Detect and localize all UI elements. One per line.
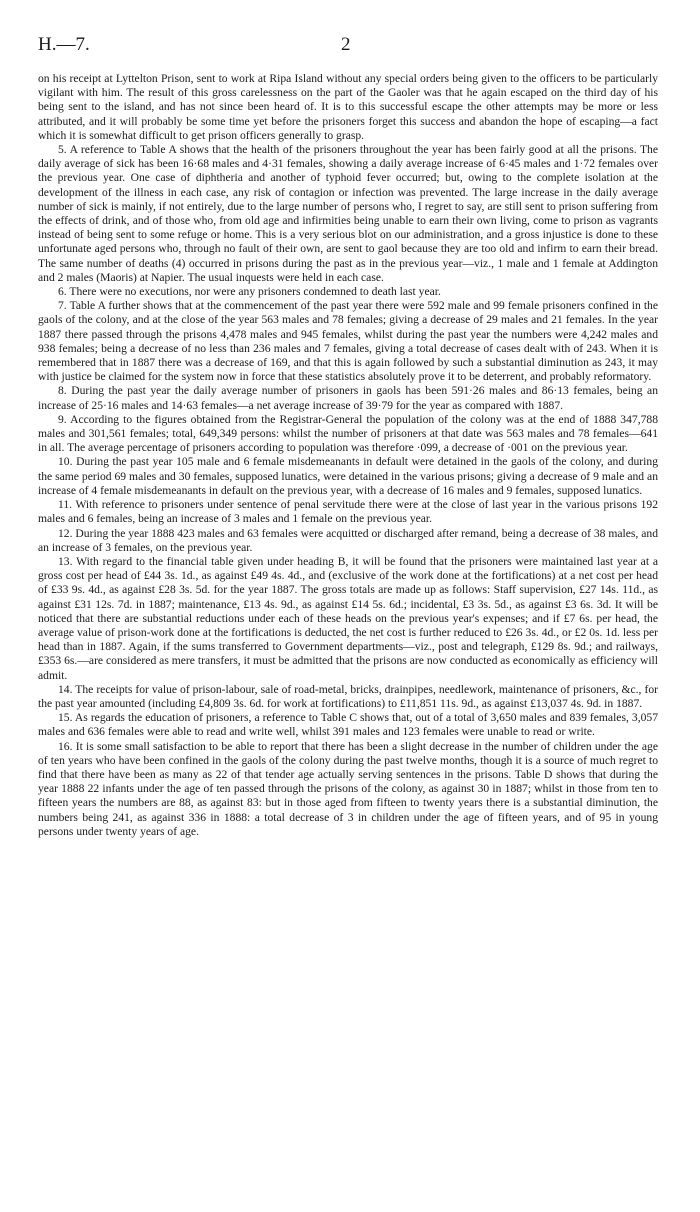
page-header xyxy=(38,34,658,72)
paragraph-8: 8. During the past year the daily average number of prisoners in gaols has been 591·26 males and 86·13 females, being an increase of 25·16 males and 14·63 females—a net average increase of 39·79 for the year as compared with 1887. xyxy=(38,384,658,412)
document-reference: H.—7. xyxy=(38,34,90,55)
paragraph-9: 9. According to the figures obtained from the Registrar-General the population of the colony was at the end of 1888 347,788 males and 301,561 females; total, 649,349 persons: whilst the number of prisoners at that date was 563 males and 78 females—641 in all. The average percentage of prisoners according to population was therefore ·099, a decrease of ·001 on the previous year. xyxy=(38,412,658,455)
paragraph-16: 16. It is some small satisfaction to be able to report that there has been a slight decrease in the number of children under the age of ten years who have been confined in the gaols of the colony during the past twelve months, though it is a source of much regret to find that there have been as many as 22 of that tender age actually serving sentences in the prisons. Table D shows that during the year 1888 22 infants under the age of ten passed through the prisons of the colony, as against 30 in 1887; whilst in those from ten to fifteen years the numbers are 88, as against 83: but in those aged from fifteen to twenty years there is a substantial diminution, the numbers being 241, as against 336 in 1888: a total decrease of 3 in children under the age of fifteen years, and of 95 in young persons under twenty years of age. xyxy=(38,739,658,838)
paragraph-6: 6. There were no executions, nor were any prisoners condemned to death last year. xyxy=(58,285,441,299)
paragraph-12: 12. During the year 1888 423 males and 63 females were acquitted or discharged after remand, being a decrease of 38 males, and an increase of 3 females, on the previous year. xyxy=(38,526,658,554)
paragraph-15: 15. As regards the education of prisoners, a reference to Table C shows that, out of a total of 3,650 males and 839 females, 3,057 males and 636 females were able to read and write well, whilst 391 males and 123 females were unable to read or write. xyxy=(38,711,658,739)
paragraph-5: 5. A reference to Table A shows that the health of the prisoners throughout the year has been fairly good at all the prisons. The daily average of sick has been 16·68 males and 4·31 females, showing a daily average increase of 6·45 males and 1·72 females over the previous year. One case of diphtheria and another of typhoid fever occurred; but, owing to the complete isolation at the development of the illness in each case, any risk of contagion or infection was prevented. The large increase in the daily average number of sick is mainly, if not entirely, due to the large number of persons who, I regret to say, are still sent to prison suffering from the effects of drink, and of those who, from old age and infirmities being unable to earn their own living, come to prison as vagrants instead of being sent to some refuge or home. This is a very serious blot on our administration, and a gross injustice is done to these unfortunate aged persons who, through no fault of their own, are sent to gaol because they are too old and infirm to earn their bread. The same number of deaths (4) occurred in prisons during the past as in the previous year—viz., 1 male and 1 female at Addington and 2 males (Maoris) at Napier. The usual inquests were held in each case. xyxy=(38,143,658,284)
paragraph-11: 11. With reference to prisoners under sentence of penal servitude there were at the close of last year in the various prisons 192 males and 6 females, being an increase of 3 males and 1 female on the previous year. xyxy=(38,498,658,526)
paragraph-13: 13. With regard to the financial table given under heading B, it will be found that the prisoners were maintained last year at a gross cost per head of £44 3s. 1d., as against £49 4s. 4d., and (exclusive of the work done at the fortifications) at a net cost per head of £33 9s. 4d., as against £28 3s. 5d. for the year 1887. The gross totals are made up as follows: Staff supervision, £27 14s. 11d., as against £31 12s. 7d. in 1887; maintenance, £13 4s. 9d., as against £14 5s. 6d.; incidental, £3 3s. 5d., as against £3 6s. 3d. It will be noticed that there are substantial reductions under each of these heads on the previous year's expenses; and if £7 6s. per head, the average value of prison-work done at the fortifications is deducted, the net cost is further reduced to £26 3s. 4d., or £2 0s. 1d. less per head than in 1887. Again, if the sums transferred to Government departments—viz., post and telegraph, £129 8s. 9d.; and railways, £353 6s.—are considered as mere transfers, it must be admitted that the prisons are now conducted as economically as efficiency will admit. xyxy=(38,554,658,682)
paragraph-continued: on his receipt at Lyttelton Prison, sent to work at Ripa Island without any special orders being given to the officers to be particularly vigilant with him. The result of this gross carelessness on the part of the Gaoler was that he again escaped on the third day of his being sent to the island, and has not since been heard of. It is to this successful escape the other attempts may be more or less attributed, and it will probably be some time yet before the prisoners forget this success and abandon the hope of escaping—a fact which it is somewhat difficult to get prison officers generally to grasp. xyxy=(38,72,658,142)
paragraph-14: 14. The receipts for value of prison-labour, sale of road-metal, bricks, drainpipes, needlework, maintenance of prisoners, &c., for the past year amounted (including £4,809 3s. 6d. for work at fortifications) to £11,851 11s. 9d., as against £13,037 4s. 9d. in 1887. xyxy=(38,682,658,710)
paragraph-7: 7. Table A further shows that at the commencement of the past year there were 592 male and 99 female prisoners confined in the gaols of the colony, and at the close of the year 563 males and 78 females; giving a decrease of 29 males and 21 females. In the year 1887 there passed through the prisons 4,478 males and 945 females, whilst during the past year the numbers were 4,242 males and 938 females; being a decrease of no less than 236 males and 7 females, giving a total decrease of cases dealt with of 243. When it is remembered that in 1887 there was a decrease of 169, and that this is again followed by such a substantial diminution as 243, it may with justice be claimed for the system now in force that these statistics absolutely prove it to be deterrent, and probably reformatory. xyxy=(38,299,658,384)
document-body xyxy=(38,72,658,839)
paragraph-10: 10. During the past year 105 male and 6 female misdemeanants in default were detained in the gaols of the colony, and during the same period 69 males and 30 females, supposed lunatics, were detained in the various prisons; giving a decrease of 9 male and an increase of 4 female misdemeanants in default on the previous year, with a decrease of 16 males and 9 females, supposed lunatics. xyxy=(38,455,658,497)
page-number: 2 xyxy=(341,34,351,55)
